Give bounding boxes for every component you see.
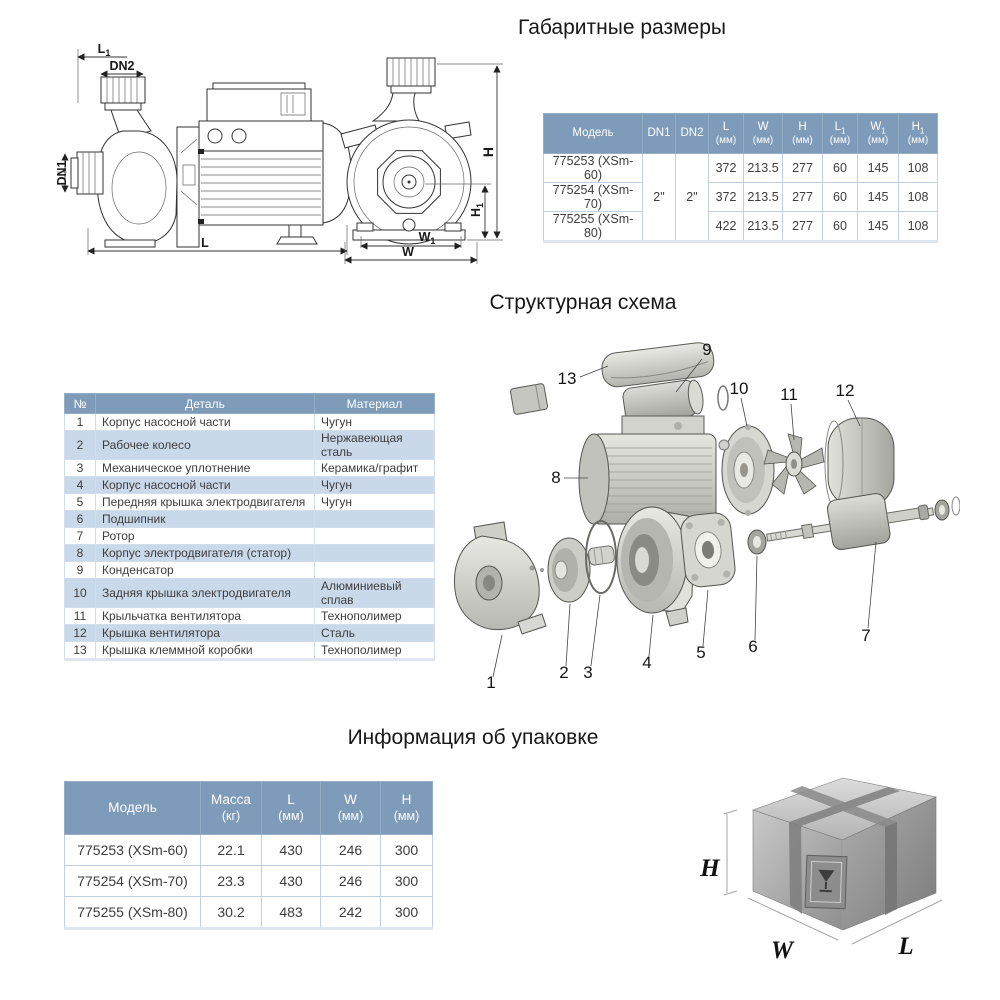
cell-part: Передняя крышка электродвигателя (96, 494, 315, 511)
col-h: H (мм) (381, 782, 433, 835)
volute-body (97, 131, 177, 247)
table-row (65, 897, 433, 929)
cell-model: 775253 (XSm-60) (544, 154, 643, 183)
part-10-rear-cover (722, 424, 774, 516)
suction-port (71, 152, 103, 194)
col-h1: $H_1$ (мм) (899, 114, 938, 154)
cell-value: 60 (823, 183, 858, 212)
label-w: W (402, 245, 414, 259)
cell-num: 10 (65, 579, 96, 608)
table-row (65, 579, 435, 608)
table-row (65, 835, 433, 866)
cell-value: 246 (321, 835, 381, 866)
part-13-terminal-box-cover (600, 341, 715, 388)
dimensions-header-row (544, 114, 938, 154)
table-row (65, 511, 435, 528)
cell-num: 3 (65, 460, 96, 477)
cell-part: Конденсатор (96, 562, 315, 579)
section-title-dimensions: Габаритные размеры (518, 16, 726, 39)
cell-value: 213.5 (744, 183, 783, 212)
dim-w (345, 242, 477, 264)
parts-table (64, 393, 435, 661)
cell-part: Подшипник (96, 511, 315, 528)
part-12-fan-cover (825, 418, 894, 508)
cell-material: Сталь (315, 625, 435, 642)
front-body (341, 120, 471, 244)
cell-model: 775255 (XSm-80) (65, 897, 201, 929)
box-label-h: H (700, 855, 720, 882)
cell-material (315, 562, 435, 579)
cell-value: 30.2 (201, 897, 262, 929)
table-row (65, 431, 435, 460)
cell-value: 22.1 (201, 835, 262, 866)
cell-part: Рабочее колесо (96, 431, 315, 460)
col-w1: $W_1$ (мм) (858, 114, 899, 154)
cell-material: Технополимер (315, 642, 435, 660)
cell-part: Ротор (96, 528, 315, 545)
dim-dn1 (55, 154, 69, 192)
cell-part: Крыльчатка вентилятора (96, 608, 315, 625)
part-label-5: 5 (696, 643, 706, 662)
packaging-box-illustration (690, 748, 990, 993)
cell-value: 483 (262, 897, 321, 929)
col-model: Модель (544, 114, 643, 154)
label-dn2: DN2 (109, 59, 135, 73)
cell-material: Чугун (315, 494, 435, 511)
col-h: H (мм) (783, 114, 823, 154)
table-row (65, 545, 435, 562)
cell-value: 213.5 (744, 212, 783, 242)
cell-material: Керамика/графит (315, 460, 435, 477)
dimensions-table (543, 113, 938, 243)
cell-value: 145 (858, 154, 899, 183)
part-6-bearing (748, 530, 766, 554)
cell-value: 372 (709, 183, 744, 212)
cell-part: Механическое уплотнение (96, 460, 315, 477)
cell-num: 6 (65, 511, 96, 528)
fragile-icon (805, 855, 847, 908)
cell-num: 13 (65, 642, 96, 660)
part-label-10: 10 (729, 379, 749, 398)
cell-part: Корпус электродвигателя (статор) (96, 545, 315, 562)
table-row (65, 414, 435, 431)
cell-num: 9 (65, 562, 96, 579)
label-dn1: DN1 (55, 160, 69, 186)
exploded-view-diagram (430, 328, 960, 713)
small-connector-block (510, 383, 548, 415)
cell-value: 242 (321, 897, 381, 929)
packaging-header-row (65, 782, 433, 835)
pump-side-view-drawing (55, 33, 355, 258)
cell-model: 775255 (XSm-80) (544, 212, 643, 242)
table-row (544, 212, 938, 242)
table-row (65, 866, 433, 897)
col-material: Материал (315, 394, 435, 414)
cell-num: 4 (65, 477, 96, 494)
cell-value: 213.5 (744, 154, 783, 183)
cell-material: Нержавеющая сталь (315, 431, 435, 460)
box-label-w: W (770, 937, 794, 964)
cell-num: 2 (65, 431, 96, 460)
part-label-6: 6 (748, 637, 758, 656)
cell-value: 300 (381, 835, 433, 866)
col-dn1: DN1 (643, 114, 676, 154)
col-w: W (мм) (321, 782, 381, 835)
small-ball (719, 440, 729, 450)
dim-dn2 (101, 59, 143, 74)
cell-value: 23.3 (201, 866, 262, 897)
col-mass: Масса (кг) (201, 782, 262, 835)
cell-value: 60 (823, 154, 858, 183)
cell-value: 422 (709, 212, 744, 242)
cell-value: 277 (783, 212, 823, 242)
cell-dn1: 2" (643, 154, 676, 242)
part-3-mechanical-seal (586, 521, 616, 593)
cell-material: Алюминиевый сплав (315, 579, 435, 608)
table-row (65, 494, 435, 511)
part-label-3: 3 (583, 663, 593, 682)
discharge-port (101, 77, 151, 139)
cell-value: 60 (823, 212, 858, 242)
label-l: L (201, 236, 209, 250)
col-part: Деталь (96, 394, 315, 414)
section-title-packaging: Информация об упаковке (347, 726, 599, 749)
col-l1: $L_1$ (мм) (823, 114, 858, 154)
cell-part: Корпус насосной части (96, 477, 315, 494)
cell-part: Крышка вентилятора (96, 625, 315, 642)
col-dn2: DN2 (676, 114, 709, 154)
packaging-table (64, 781, 433, 930)
table-row (544, 183, 938, 212)
cell-value: 108 (899, 183, 938, 212)
table-row (65, 477, 435, 494)
cell-material (315, 528, 435, 545)
cell-value: 145 (858, 212, 899, 242)
cell-value: 246 (321, 866, 381, 897)
cell-material (315, 545, 435, 562)
cell-model: 775254 (XSm-70) (65, 866, 201, 897)
part-label-1: 1 (486, 673, 496, 692)
cell-value: 108 (899, 212, 938, 242)
cell-material (315, 511, 435, 528)
cell-value: 300 (381, 866, 433, 897)
cell-num: 12 (65, 625, 96, 642)
cell-value: 145 (858, 183, 899, 212)
cell-num: 8 (65, 545, 96, 562)
table-row (65, 528, 435, 545)
part-5-front-motor-cover (679, 511, 736, 588)
cell-value: 430 (262, 866, 321, 897)
table-row (65, 562, 435, 579)
section-title-structure: Структурная схема (489, 291, 677, 314)
label-w1: $W_1$ (418, 230, 436, 246)
label-h: H (480, 146, 496, 158)
cell-num: 5 (65, 494, 96, 511)
part-label-9: 9 (702, 340, 712, 359)
table-row (65, 642, 435, 660)
table-row (65, 625, 435, 642)
cell-value: 300 (381, 897, 433, 929)
cell-model: 775253 (XSm-60) (65, 835, 201, 866)
cell-value: 108 (899, 154, 938, 183)
part-label-12: 12 (835, 381, 855, 400)
cell-num: 7 (65, 528, 96, 545)
part-label-13: 13 (557, 369, 577, 388)
cell-num: 11 (65, 608, 96, 625)
part-label-7: 7 (861, 626, 871, 645)
cell-material: Технополимер (315, 608, 435, 625)
part-1-pump-housing (454, 522, 546, 634)
cell-value: 372 (709, 154, 744, 183)
cell-value: 430 (262, 835, 321, 866)
part-label-8: 8 (551, 468, 561, 487)
cell-material: Чугун (315, 414, 435, 431)
front-port (373, 58, 435, 121)
cell-part: Крышка клеммной коробки (96, 642, 315, 660)
label-l1: $L_1$ (97, 42, 111, 58)
cell-dn2: 2" (676, 154, 709, 242)
col-model: Модель (65, 782, 201, 835)
part-7-rotor-shaft (763, 485, 960, 561)
part-2-impeller (548, 538, 590, 602)
col-l: L (мм) (709, 114, 744, 154)
table-row (65, 608, 435, 625)
box-label-l: L (898, 933, 914, 960)
cell-value: 277 (783, 154, 823, 183)
part-label-11: 11 (780, 385, 798, 404)
pump-front-view-drawing (325, 40, 525, 275)
cell-part: Корпус насосной части (96, 414, 315, 431)
table-row (65, 460, 435, 477)
col-number: № (65, 394, 96, 414)
col-l: L (мм) (262, 782, 321, 835)
cell-part: Задняя крышка электродвигателя (96, 579, 315, 608)
part-label-4: 4 (642, 653, 652, 672)
pump-bracket (177, 127, 199, 247)
cell-num: 1 (65, 414, 96, 431)
col-w: W (мм) (744, 114, 783, 154)
label-h1: $H_1$ (469, 202, 485, 218)
part-label-2: 2 (559, 663, 569, 682)
cell-material: Чугун (315, 477, 435, 494)
cell-value: 277 (783, 183, 823, 212)
table-row (544, 154, 938, 183)
parts-header-row (65, 394, 435, 414)
cell-model: 775254 (XSm-70) (544, 183, 643, 212)
